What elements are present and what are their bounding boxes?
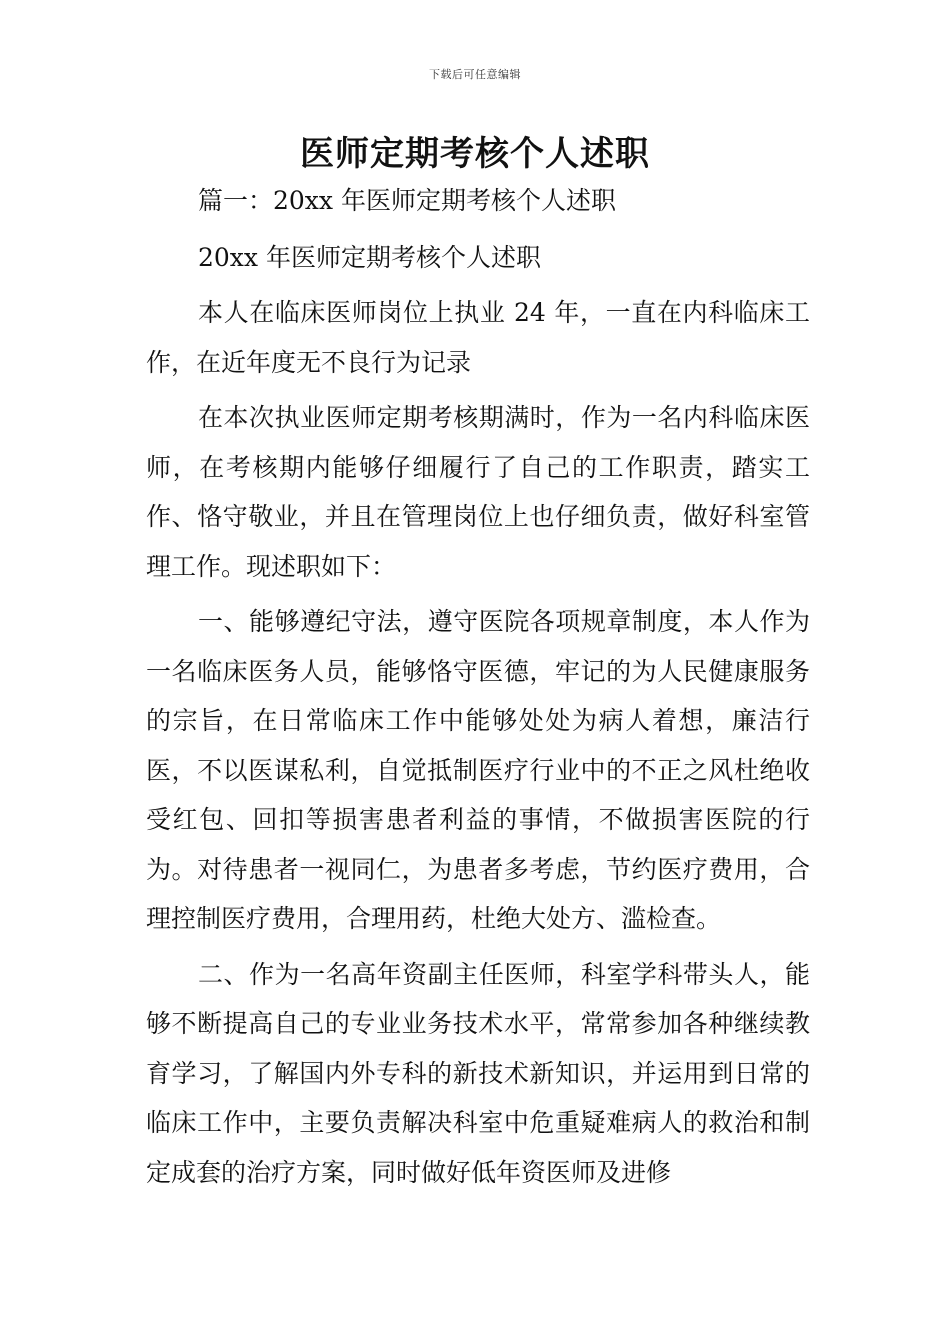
paragraph-intro: 本人在临床医师岗位上执业 24 年，一直在内科临床工作，在近年度无不良行为记录 bbox=[146, 298, 810, 377]
paragraph-point-1: 一、能够遵纪守法，遵守医院各项规章制度，本人作为一名临床医务人员，能够恪守医德，牢记的为人民健康服务的宗旨，在日常临床工作中能够处处为病人着想，廉洁行医，不以医谋私利，自觉抵制医疗行业中的不正之风杜绝收受红包、回扣等损害患者利益的事情，不做损害医院的行为。对待患者一视同仁，为患者多考虑，节约医疗费用，合理控制医疗费用，合理用药，杜绝大处方、滥检查。 bbox=[146, 607, 810, 933]
document-title: 医师定期考核个人述职 bbox=[300, 134, 650, 174]
paragraph-point-2: 二、作为一名高年资副主任医师，科室学科带头人，能够不断提高自己的专业业务技术水平，常常参加各种继续教育学习，了解国内外专科的新技术新知识，并运用到日常的临床工作中，主要负责解决科室中危重疑难病人的救治和制定成套的治疗方案，同时做好低年资医师及进修 bbox=[146, 959, 810, 1187]
document-body bbox=[146, 176, 810, 1197]
section-heading-2: 20xx 年医师定期考核个人述职 bbox=[198, 242, 541, 272]
paragraph-statement: 在本次执业医师定期考核期满时，作为一名内科临床医师，在考核期内能够仔细履行了自己的工作职责，踏实工作、恪守敬业，并且在管理岗位上也仔细负责，做好科室管理工作。现述职如下： bbox=[146, 403, 810, 581]
section-heading-1: 篇一：20xx 年医师定期考核个人述职 bbox=[198, 186, 616, 215]
header-note: 下载后可任意编辑 bbox=[429, 68, 521, 81]
